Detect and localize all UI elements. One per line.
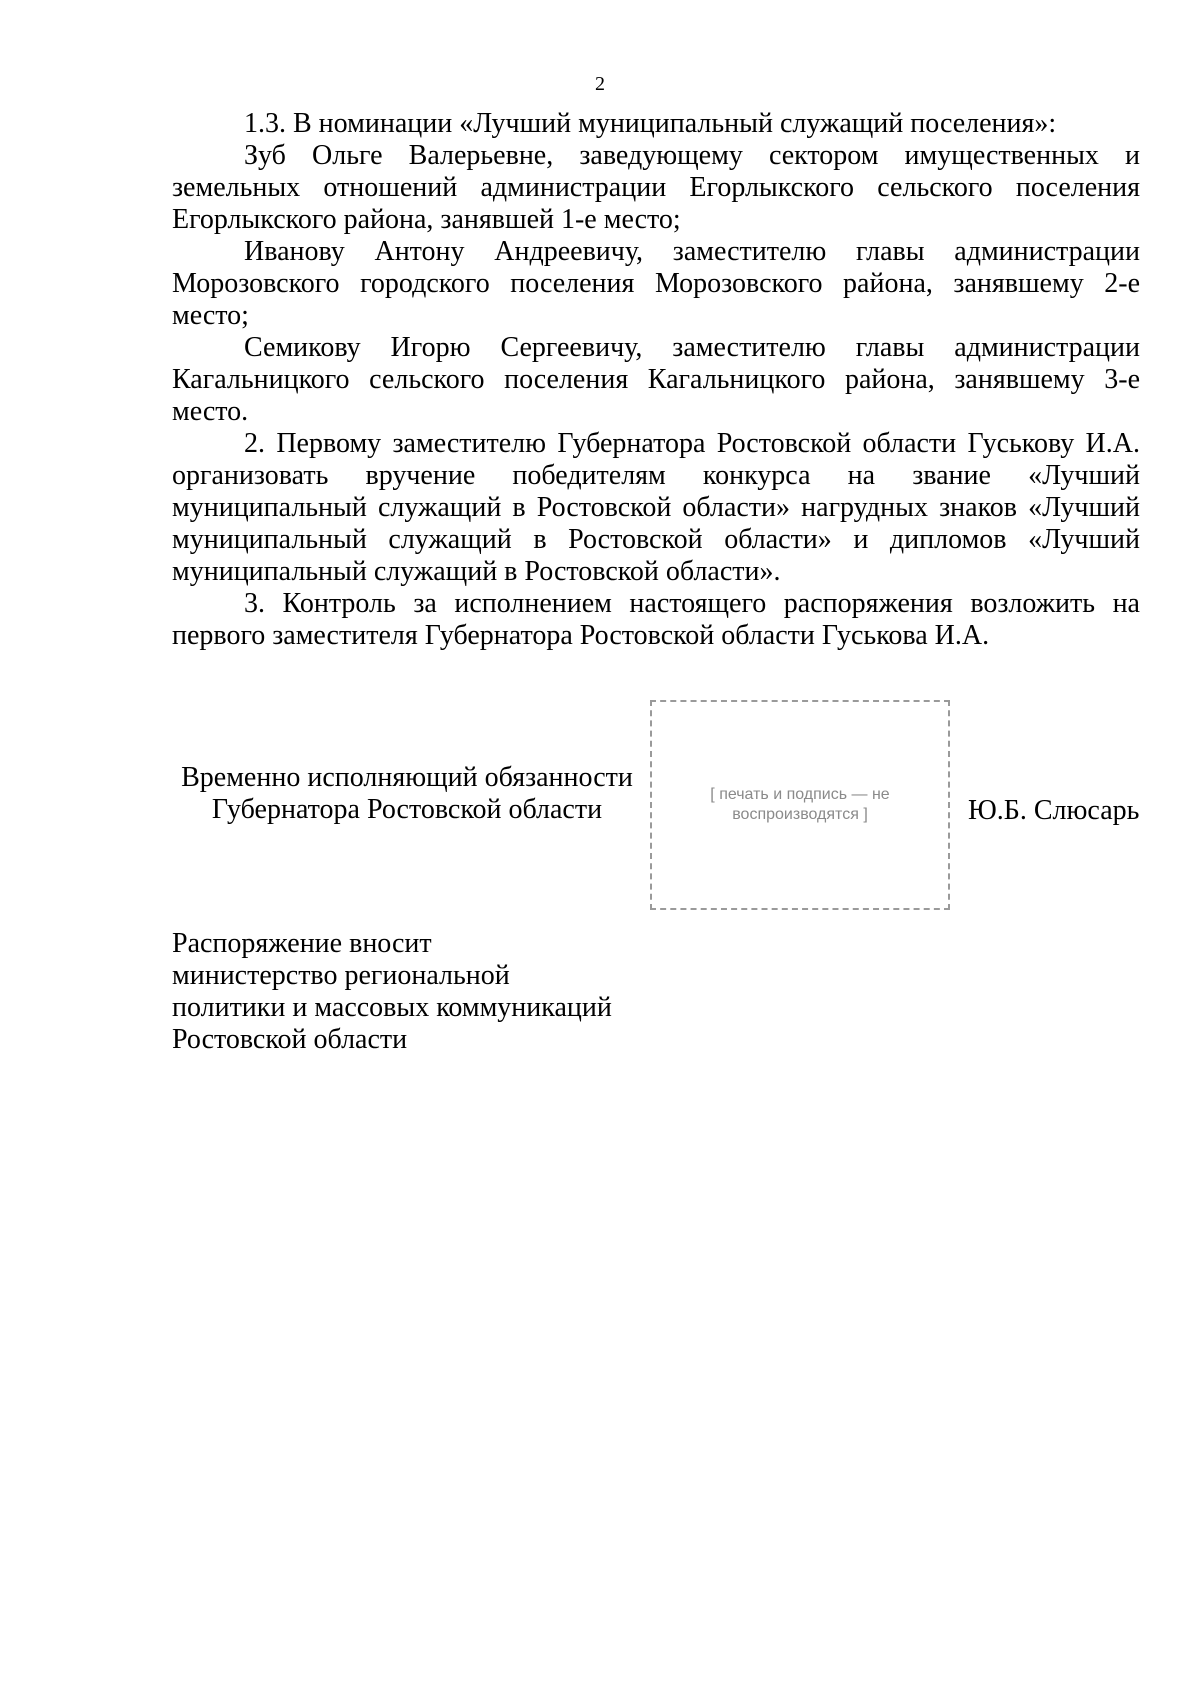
submitted-by-line-2: министерство региональной (172, 960, 510, 991)
verification-placeholder: [ печать и подпись — не воспроизводятся ] (650, 700, 950, 910)
document-body (172, 108, 1140, 652)
paragraph-item-3: 3. Контроль за исполнением настоящего распоряжения возложить на первого заместителя Губернатора Ростовской области Гуськова И.А. (172, 588, 1140, 651)
page-number: 2 (595, 73, 605, 95)
signer-name: Ю.Б. Слюсарь (968, 795, 1140, 826)
paragraph-first-place: Зуб Ольге Валерьевне, заведующему сектором имущественных и земельных отношений администрации Егорлыкского сельского поселения Егорлыкского района, занявшей 1-е место; (172, 140, 1140, 235)
submitted-by-line-3: политики и массовых коммуникаций (172, 992, 612, 1023)
signatory-title-line-1: Временно исполняющий обязанности (181, 762, 633, 793)
submitted-by-line-1: Распоряжение вносит (172, 928, 432, 959)
submitted-by-note (172, 928, 692, 1056)
paragraph-nomination-heading: 1.3. В номинации «Лучший муниципальный служащий поселения»: (244, 108, 1057, 139)
paragraph-item-2: 2. Первому заместителю Губернатора Ростовской области Гуськову И.А. организовать вручение победителям конкурса на звание «Лучший муниципальный служащий в Ростовской области» нагрудных знаков «Лучший муниципальный служащий в Ростовской области» и дипломов «Лучший муниципальный служащий в Ростовской области». (172, 428, 1140, 587)
signatory-title-line-2: Губернатора Ростовской области (211, 794, 603, 825)
paragraph-second-place: Иванову Антону Андреевичу, заместителю главы администрации Морозовского городского поселения Морозовского района, занявшему 2-е место; (172, 236, 1140, 331)
submitted-by-line-4: Ростовской области (172, 1024, 408, 1055)
signatory-title (172, 762, 642, 826)
paragraph-third-place: Семикову Игорю Сергеевичу, заместителю главы администрации Кагальницкого сельского поселения Кагальницкого района, занявшему 3-е место. (172, 332, 1140, 427)
